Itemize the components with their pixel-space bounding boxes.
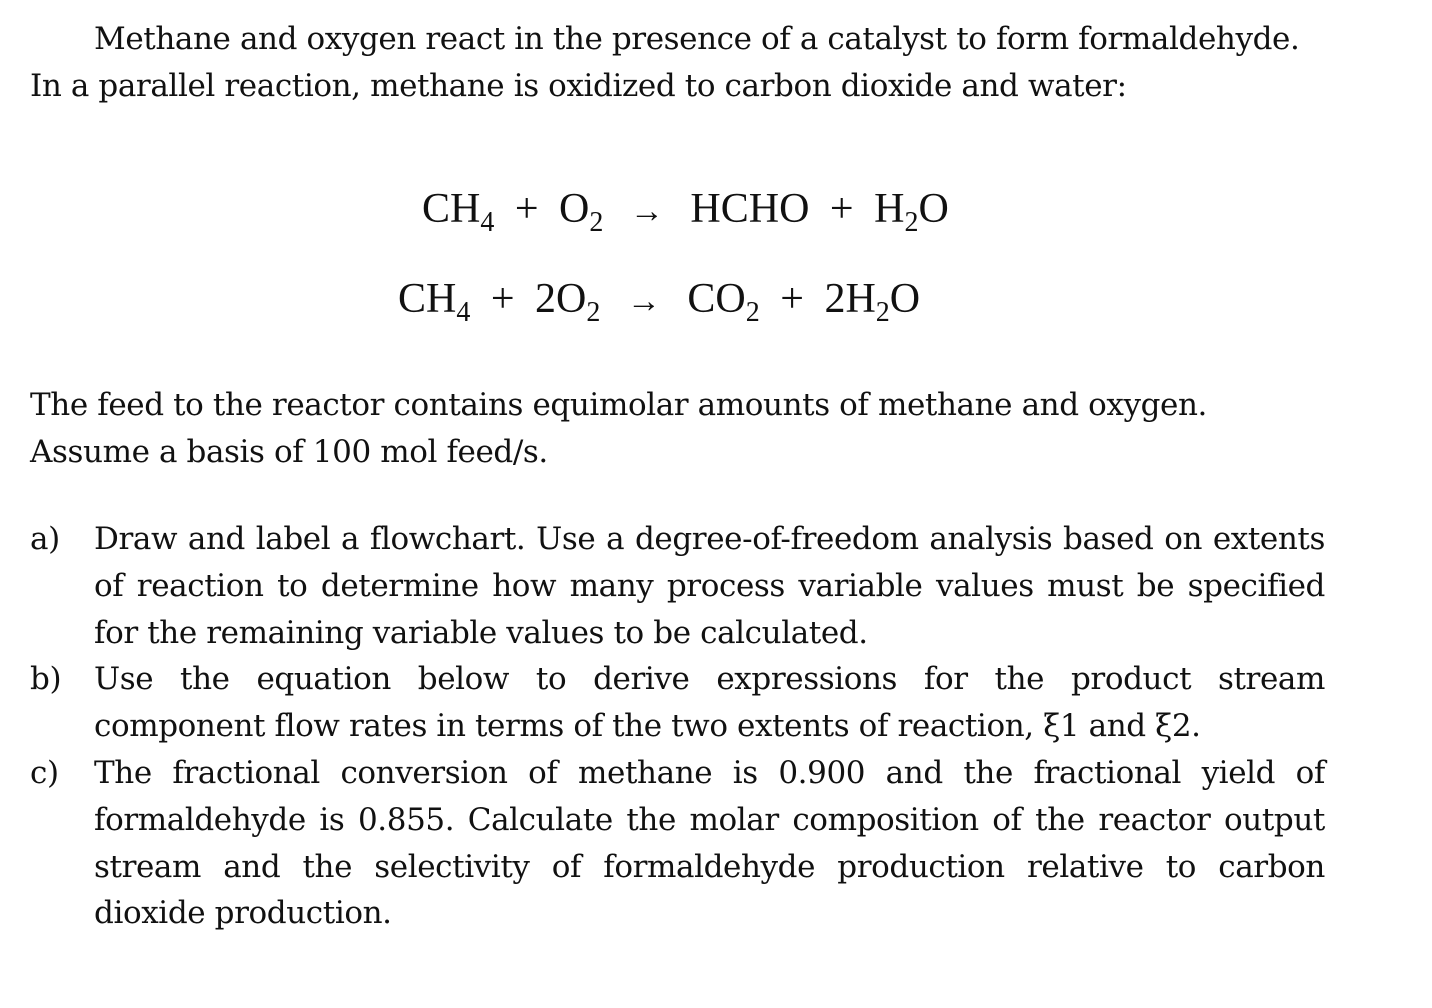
intro-paragraph: Methane and oxygen react in the presence of a catalyst to form formaldehyde. In a parallel reaction, methane is oxidized to carbon dioxide and water:	[30, 21, 1300, 104]
reactant-methane: $CH_4$	[422, 186, 495, 238]
plus-sign: +	[490, 276, 515, 322]
product-carbon-dioxide: $CO_2$	[687, 276, 760, 328]
question-marker: a)	[30, 521, 60, 557]
question-text: The fractional conversion of methane is 0.900 and the fractional yield of formaldehyde is 0.855. Calculate the molar composition of the reactor output stream and the selectivity of formaldehyde production relative to carbon dioxide production.	[94, 754, 1325, 932]
question-b	[30, 656, 1325, 750]
reactant-oxygen: $2O_2$	[535, 276, 601, 328]
question-list	[30, 516, 1325, 937]
question-a	[30, 516, 1325, 656]
question-c	[30, 750, 1325, 937]
question-text: Draw and label a flowchart. Use a degree-of-freedom analysis based on extents of reaction to determine how many process variable values must be specified for the remaining variable values to be calculated.	[94, 521, 1325, 651]
reaction-arrow: →	[626, 283, 661, 320]
plus-sign: +	[780, 276, 804, 322]
reaction-arrow: →	[629, 193, 664, 230]
product-water: $2H_2O$	[824, 276, 921, 328]
reaction-equation-1	[422, 185, 949, 238]
product-formaldehyde: HCHO	[690, 186, 810, 232]
question-text: Use the equation below to derive expressions for the product stream component flow rates in terms of the two extents of reaction, ξ1 and ξ2.	[94, 661, 1325, 745]
question-marker: c)	[30, 754, 59, 791]
reactant-oxygen: $O_2$	[559, 186, 604, 238]
product-water: $H_2O$	[874, 186, 949, 238]
plus-sign: +	[829, 186, 854, 232]
plus-sign: +	[514, 186, 539, 232]
reactant-methane: $CH_4$	[398, 276, 471, 328]
question-marker: b)	[30, 661, 62, 698]
reaction-equation-2	[398, 275, 921, 328]
feed-paragraph: The feed to the reactor contains equimolar amounts of methane and oxygen. Assume a basis of 100 mol feed/s.	[30, 387, 1207, 470]
